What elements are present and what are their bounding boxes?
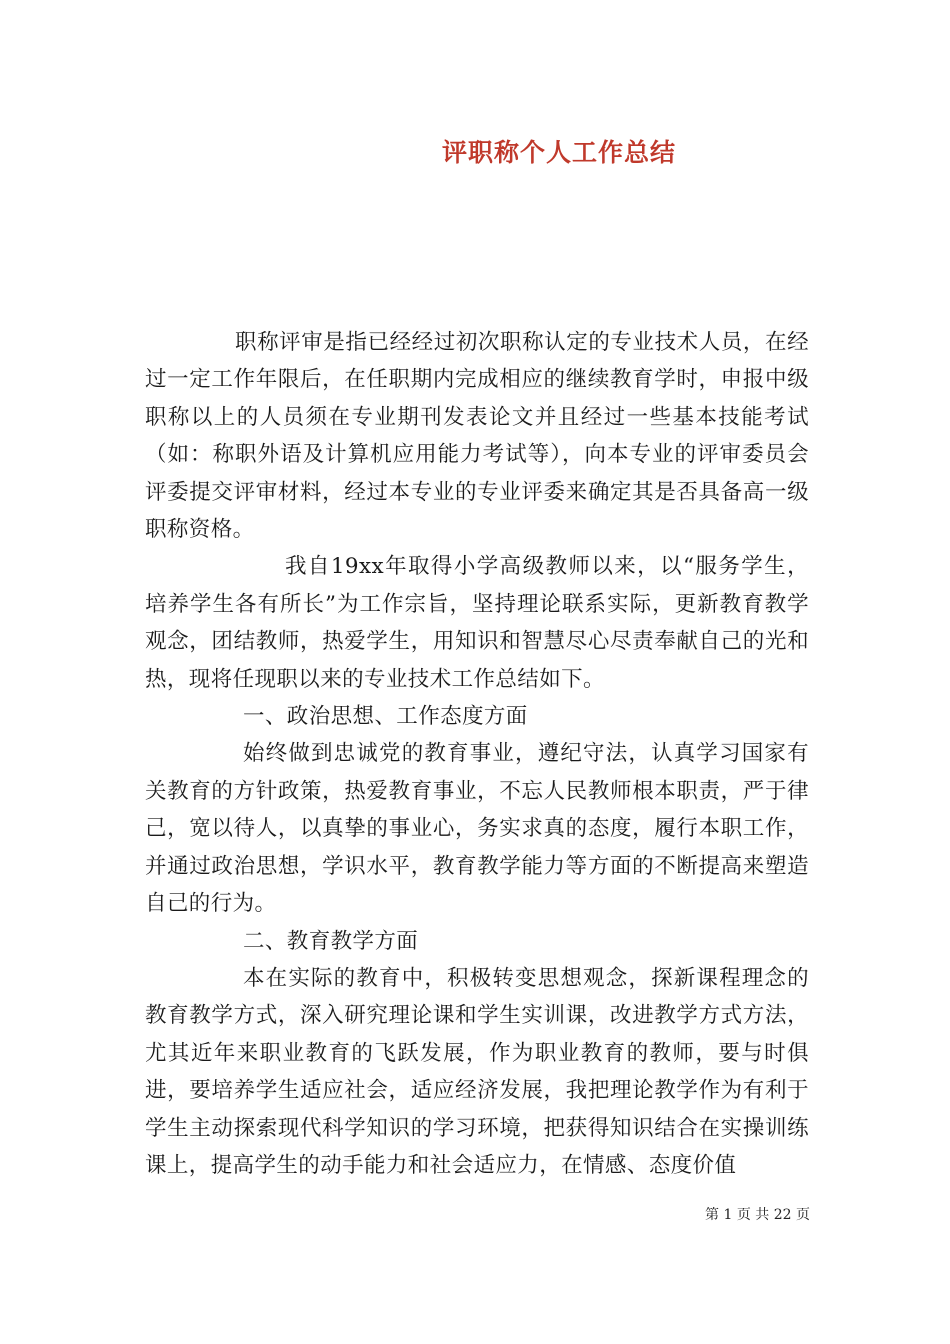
section-heading-politics: 一、政治思想、工作态度方面: [243, 704, 528, 730]
page-number-footer: 第 1 页 共 22 页: [705, 1207, 810, 1223]
section-heading-teaching: 二、教育教学方面: [243, 928, 419, 954]
document-body: [145, 324, 809, 1184]
paragraph-intro: 职称评审是指已经经过初次职称认定的专业技术人员，在经过一定工作年限后，在任职期内完成相应的继续教育学时，申报中级职称以上的人员须在专业期刊发表论文并且经过一些基本技能考试（如：称职外语及计算机应用能力考试等），向本专业的评审委员会评委提交评审材料，经过本专业的专业评委来确定其是否具备高一级职称资格。: [145, 330, 809, 543]
paragraph-self-intro: 我自19xx年取得小学高级教师以来，以“服务学生，培养学生各有所长”为工作宗旨，坚持理论联系实际，更新教育教学观念，团结教师，热爱学生，用知识和智慧尽心尽责奉献自己的光和热，现将任现职以来的专业技术工作总结如下。: [145, 554, 809, 692]
paragraph-politics: 始终做到忠诚党的教育事业，遵纪守法，认真学习国家有关教育的方针政策，热爱教育事业，不忘人民教师根本职责，严于律己，宽以待人，以真挚的事业心，务实求真的态度，履行本职工作，并通过政治思想，学识水平，教育教学能力等方面的不断提高来塑造自己的行为。: [145, 741, 809, 917]
document-title: 评职称个人工作总结: [441, 138, 676, 167]
paragraph-teaching: 本在实际的教育中，积极转变思想观念，探新课程理念的教育教学方式，深入研究理论课和学生实训课，改进教学方式方法，尤其近年来职业教育的飞跃发展，作为职业教育的教师，要与时俱进，要培养学生适应社会，适应经济发展，我把理论教学作为有利于学生主动探索现代科学知识的学习环境，把获得知识结合在实操训练课上，提高学生的动手能力和社会适应力，在情感、态度价值: [145, 965, 809, 1178]
